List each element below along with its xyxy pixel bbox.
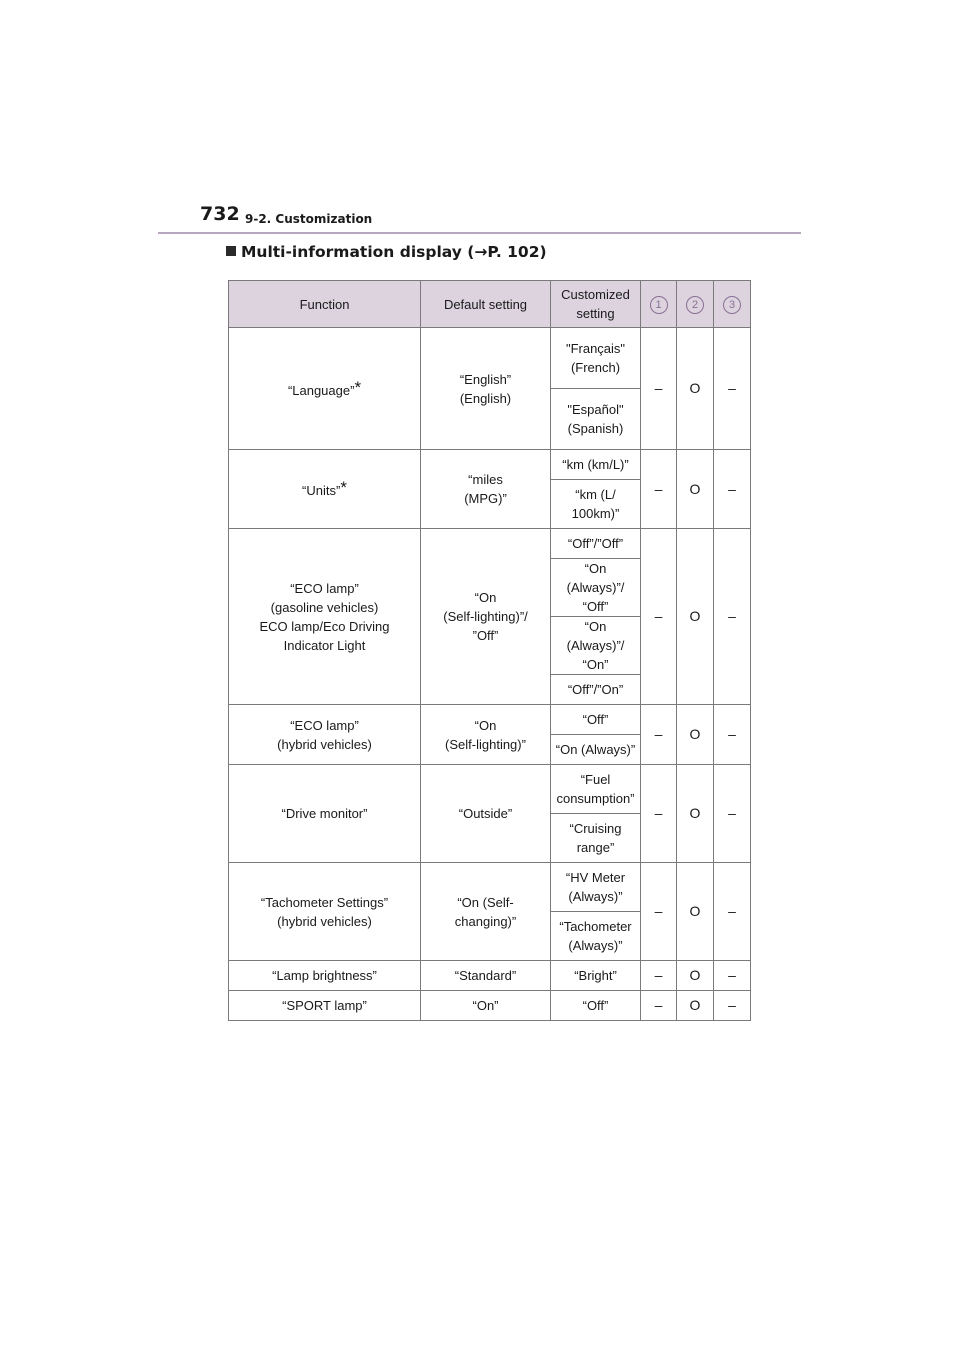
function-cell: “Units”* bbox=[229, 450, 421, 529]
setting-cell: "Español" (Spanish) bbox=[551, 389, 641, 450]
column-2-cell: O bbox=[677, 529, 714, 705]
setting-cell: “On (Always)”/ “Off” bbox=[551, 559, 641, 617]
table-row bbox=[229, 705, 751, 735]
setting-cell: “km (km/L)” bbox=[551, 450, 641, 480]
subsection-heading bbox=[226, 243, 547, 261]
circled-number-1-icon: 1 bbox=[650, 296, 668, 314]
column-2-cell: O bbox=[677, 991, 714, 1021]
setting-cell: “Tachometer (Always)” bbox=[551, 912, 641, 961]
setting-cell: “Bright” bbox=[551, 961, 641, 991]
table-row bbox=[229, 991, 751, 1021]
function-cell: “Drive monitor” bbox=[229, 765, 421, 863]
column-1-cell: – bbox=[641, 961, 677, 991]
page-number: 732 bbox=[200, 203, 240, 225]
section-title: 9-2. Customization bbox=[245, 212, 373, 226]
setting-cell: “Off”/”On” bbox=[551, 675, 641, 705]
column-3-cell: – bbox=[714, 705, 751, 765]
function-cell: “SPORT lamp” bbox=[229, 991, 421, 1021]
default-cell: “On” bbox=[421, 991, 551, 1021]
setting-cell: “Off”/”Off” bbox=[551, 529, 641, 559]
table-row bbox=[229, 863, 751, 912]
column-2-cell: O bbox=[677, 961, 714, 991]
setting-cell: “On (Always)”/ “On” bbox=[551, 617, 641, 675]
default-cell: “English” (English) bbox=[421, 328, 551, 450]
subsection-heading-text: Multi-information display (→P. 102) bbox=[241, 243, 547, 261]
setting-cell: “km (L/ 100km)” bbox=[551, 480, 641, 529]
column-3-cell: – bbox=[714, 450, 751, 529]
column-1-cell: – bbox=[641, 328, 677, 450]
function-cell: “ECO lamp” (hybrid vehicles) bbox=[229, 705, 421, 765]
setting-cell: “Cruising range” bbox=[551, 814, 641, 863]
table-row bbox=[229, 765, 751, 814]
table-row bbox=[229, 328, 751, 389]
header-default-setting: Default setting bbox=[421, 281, 551, 328]
column-3-cell: – bbox=[714, 991, 751, 1021]
function-cell: “Lamp brightness” bbox=[229, 961, 421, 991]
default-cell: “miles (MPG)” bbox=[421, 450, 551, 529]
setting-cell: “HV Meter (Always)” bbox=[551, 863, 641, 912]
table-row bbox=[229, 961, 751, 991]
header-function: Function bbox=[229, 281, 421, 328]
default-cell: “Outside” bbox=[421, 765, 551, 863]
column-1-cell: – bbox=[641, 863, 677, 961]
asterisk-mark: * bbox=[354, 377, 362, 397]
default-cell: “On (Self-lighting)”/ ”Off” bbox=[421, 529, 551, 705]
table-row bbox=[229, 450, 751, 480]
column-3-cell: – bbox=[714, 328, 751, 450]
default-cell: “On (Self-lighting)” bbox=[421, 705, 551, 765]
circled-number-3-icon: 3 bbox=[723, 296, 741, 314]
setting-cell: "Français" (French) bbox=[551, 328, 641, 389]
column-1-cell: – bbox=[641, 529, 677, 705]
column-2-cell: O bbox=[677, 863, 714, 961]
square-bullet-icon bbox=[226, 246, 236, 256]
table-row bbox=[229, 529, 751, 559]
column-2-cell: O bbox=[677, 765, 714, 863]
header-column-1 bbox=[641, 281, 677, 328]
column-3-cell: – bbox=[714, 863, 751, 961]
column-1-cell: – bbox=[641, 705, 677, 765]
function-cell: “Tachometer Settings” (hybrid vehicles) bbox=[229, 863, 421, 961]
function-cell: “ECO lamp” (gasoline vehicles) ECO lamp/Eco Driving Indicator Light bbox=[229, 529, 421, 705]
header-customized-setting: Customized setting bbox=[551, 281, 641, 328]
column-3-cell: – bbox=[714, 961, 751, 991]
function-cell: “Language”* bbox=[229, 328, 421, 450]
column-1-cell: – bbox=[641, 450, 677, 529]
column-3-cell: – bbox=[714, 765, 751, 863]
circled-number-2-icon: 2 bbox=[686, 296, 704, 314]
setting-cell: “On (Always)” bbox=[551, 735, 641, 765]
column-2-cell: O bbox=[677, 705, 714, 765]
column-2-cell: O bbox=[677, 328, 714, 450]
header-rule bbox=[158, 232, 801, 234]
header-column-2 bbox=[677, 281, 714, 328]
header-column-3 bbox=[714, 281, 751, 328]
setting-cell: “Fuel consumption” bbox=[551, 765, 641, 814]
setting-cell: “Off” bbox=[551, 705, 641, 735]
column-2-cell: O bbox=[677, 450, 714, 529]
column-1-cell: – bbox=[641, 991, 677, 1021]
asterisk-mark: * bbox=[340, 478, 347, 497]
setting-cell: “Off” bbox=[551, 991, 641, 1021]
customization-table bbox=[228, 280, 751, 1021]
table-header-row bbox=[229, 281, 751, 328]
column-1-cell: – bbox=[641, 765, 677, 863]
default-cell: “Standard” bbox=[421, 961, 551, 991]
column-3-cell: – bbox=[714, 529, 751, 705]
default-cell: “On (Self- changing)” bbox=[421, 863, 551, 961]
